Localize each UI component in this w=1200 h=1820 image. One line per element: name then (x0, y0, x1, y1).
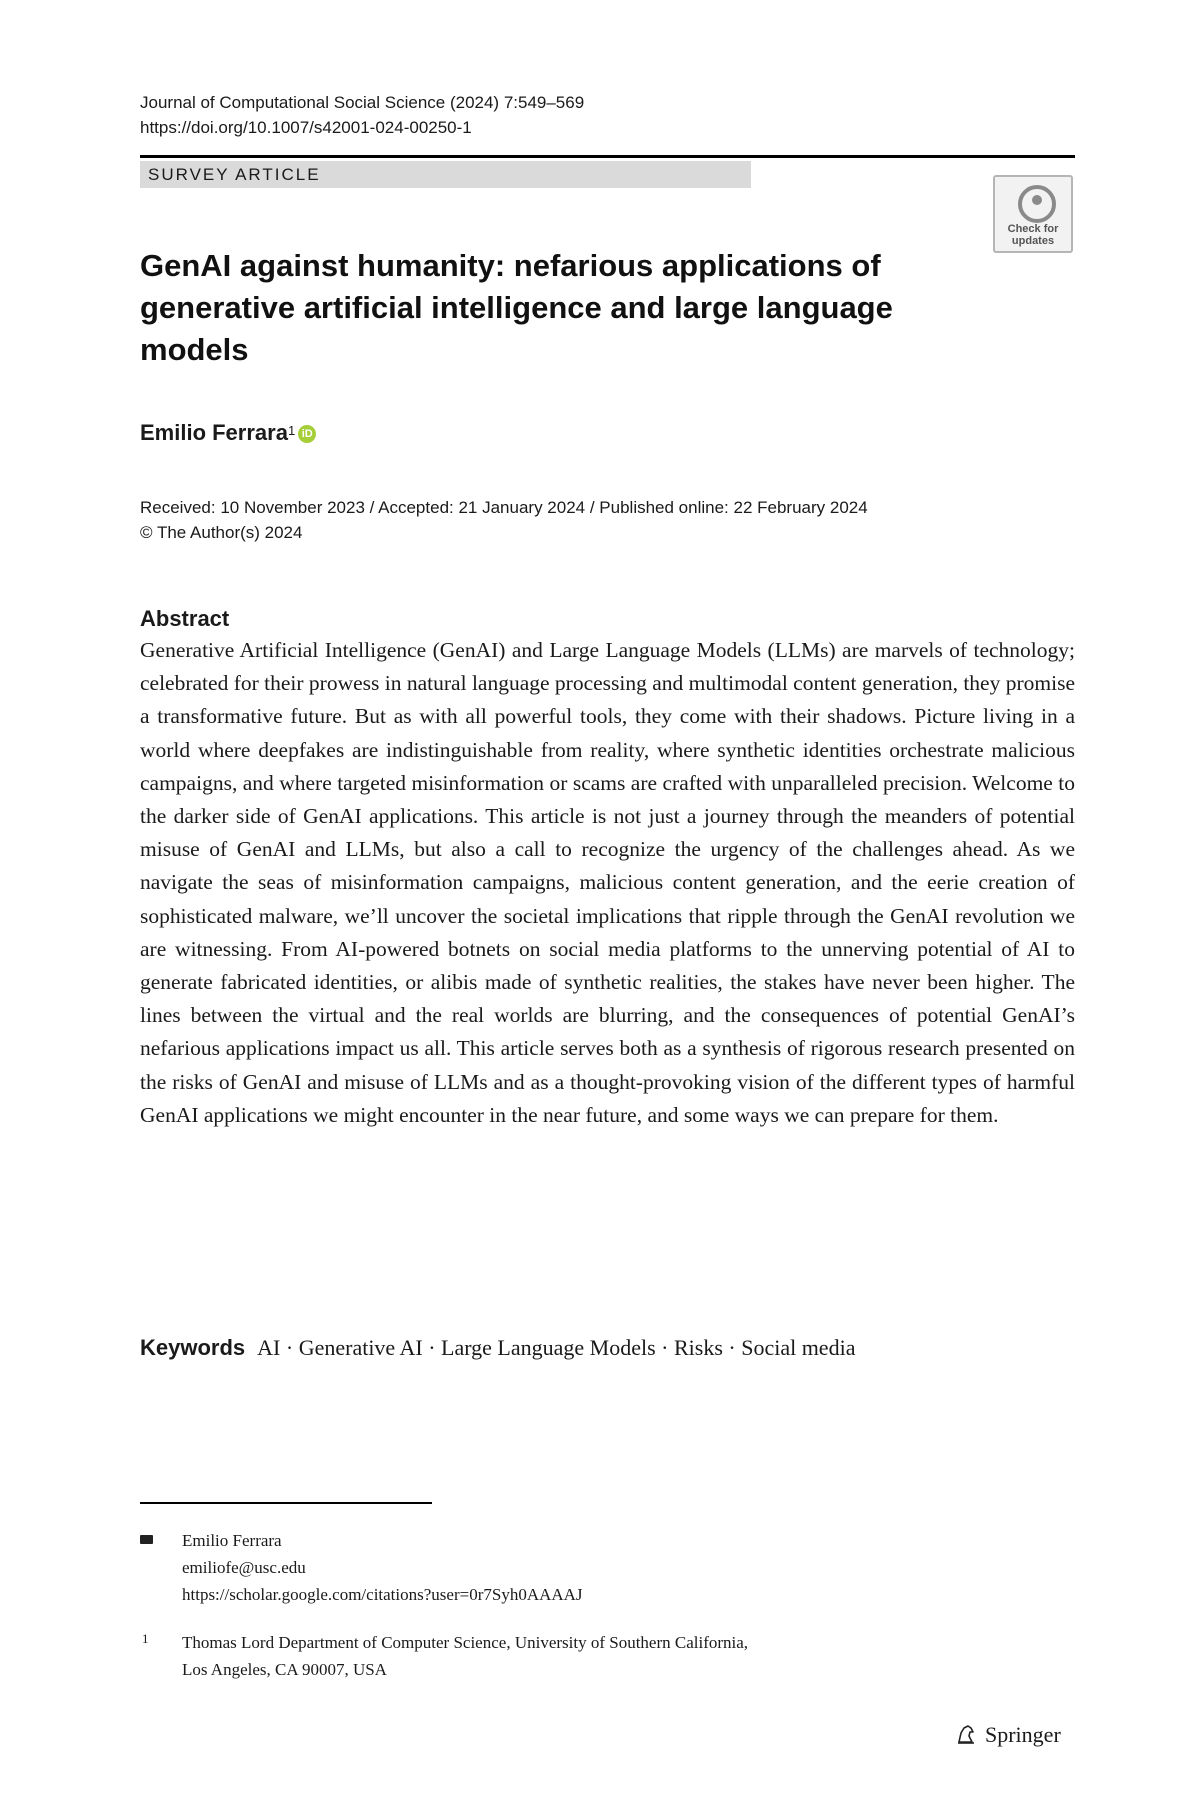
footnote-rule (140, 1502, 432, 1504)
author-line (140, 418, 316, 448)
crossmark-icon (1018, 185, 1056, 223)
keywords-value: AI · Generative AI · Large Language Models · Risks · Social media (257, 1335, 856, 1360)
publication-dates: Received: 10 November 2023 / Accepted: 21 January 2024 / Published online: 22 February 2024 (140, 498, 868, 517)
article-title: GenAI against humanity: nefarious applications of generative artificial intelligence and large language models (140, 248, 893, 367)
affiliation-line-1: Thomas Lord Department of Computer Science, University of Southern California, (182, 1633, 749, 1652)
article-type-banner: SURVEY ARTICLE (140, 161, 751, 188)
keywords-label: Keywords (140, 1335, 246, 1360)
check-for-updates-badge[interactable] (993, 175, 1073, 253)
header-rule (140, 155, 1075, 158)
publisher-name: Springer (985, 1722, 1061, 1747)
contact-scholar-link[interactable]: https://scholar.google.com/citations?user=0r7Syh0AAAAJ (182, 1585, 583, 1604)
crossmark-label: Check for updates (1007, 223, 1059, 247)
publisher-logo (955, 1720, 1061, 1750)
affiliation-mark: 1 (142, 1631, 149, 1646)
author-affiliation-mark: 1 (287, 423, 296, 438)
abstract-text: Generative Artificial Intelligence (GenAI) and Large Language Models (LLMs) are marvels of technology; celebrated for their prowess in natural language processing and multimodal content generation, they promise a transformative future. But as with all powerful tools, they come with their shadows. Picture living in a world where deepfakes are indistinguishable from reality, where synthetic identities orchestrate malicious campaigns, and where targeted misinformation or scams are crafted with unparalleled precision. Welcome to the darker side of GenAI applications. This article is not just a journey through the meanders of potential misuse of GenAI and LLMs, but also a call to recognize the urgency of the challenges ahead. As we navigate the seas of misinformation campaigns, malicious content generation, and the eerie creation of sophisticated malware, we’ll uncover the societal implications that ripple through the GenAI revolution we are witnessing. From AI-powered botnets on social media platforms to the unnerving potential of AI to generate fabricated identities, or alibis made of synthetic realities, the stakes have never been higher. The lines between the virtual and the real worlds are blurring, and the consequences of potential GenAI’s nefarious applications impact us all. This article serves both as a synthesis of rigorous research presented on the risks of GenAI and misuse of LLMs and as a thought-provoking vision of the different types of harmful GenAI applications we might encounter in the near future, and some ways we can prepare for them. (140, 638, 1075, 1127)
keywords-line (140, 1333, 855, 1363)
abstract-heading: Abstract (140, 606, 230, 631)
doi-link[interactable]: https://doi.org/10.1007/s42001-024-00250-1 (140, 118, 472, 137)
copyright-notice: © The Author(s) 2024 (140, 523, 303, 542)
contact-name: Emilio Ferrara (182, 1531, 282, 1550)
contact-email[interactable]: emiliofe@usc.edu (182, 1558, 306, 1577)
envelope-icon (140, 1535, 153, 1544)
author-name[interactable]: Emilio Ferrara (140, 420, 288, 445)
springer-horse-icon (955, 1723, 977, 1745)
orcid-icon[interactable]: iD (298, 425, 316, 443)
journal-citation: Journal of Computational Social Science (2024) 7:549–569 (140, 93, 585, 112)
affiliation-line-2: Los Angeles, CA 90007, USA (182, 1660, 387, 1679)
